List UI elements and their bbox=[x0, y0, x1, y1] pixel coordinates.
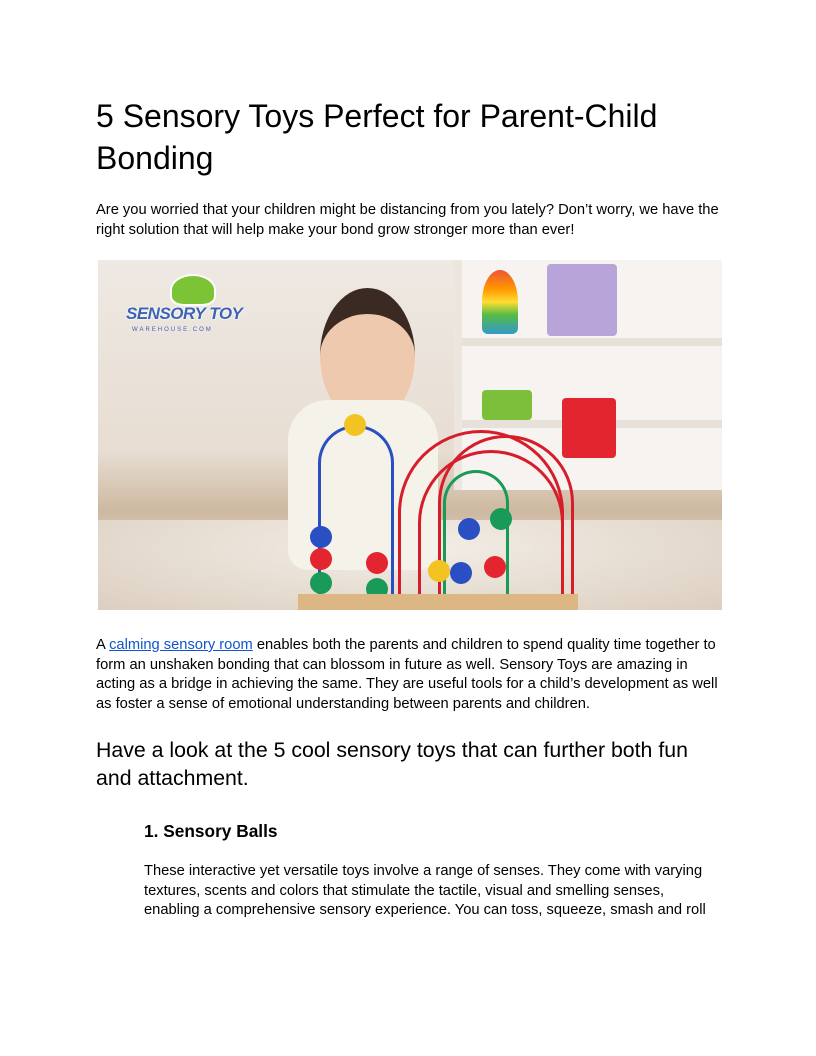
logo-subtext: WAREHOUSE.COM bbox=[132, 327, 213, 333]
red-bin bbox=[562, 398, 616, 458]
bead bbox=[428, 560, 450, 582]
toy-description: These interactive yet versatile toys involve a range of senses. They come with varying textures, scents and colors that stimulate the tactile, visual and smelling senses, enabling a comprehensive sensory experience. You can toss, squeeze, smash and roll bbox=[144, 863, 706, 918]
sensory-toy-logo bbox=[126, 274, 246, 334]
bead bbox=[490, 508, 512, 530]
bead bbox=[310, 548, 332, 570]
document-page bbox=[96, 95, 722, 921]
logo-text: SENSORY TOY bbox=[126, 304, 243, 323]
section-heading: Have a look at the 5 cool sensory toys that can further both fun and attachment. bbox=[96, 738, 688, 790]
toy-heading: 1. Sensory Balls bbox=[144, 821, 278, 841]
body-paragraph: A calming sensory room enables both the parents and children to spend quality time together to form an unshaken bonding that can blossom in future as well. Sensory Toys are amazing in acting as a bridge in achieving the same. They are useful tools for a child’s development as well as foster a sense of emotional understanding between parents and children. bbox=[96, 637, 718, 712]
stacking-rings-toy bbox=[482, 270, 518, 334]
bead bbox=[310, 526, 332, 548]
hero-image bbox=[98, 260, 722, 610]
dinosaur-icon bbox=[170, 274, 216, 306]
bead bbox=[310, 572, 332, 594]
bead bbox=[458, 518, 480, 540]
toy-section-sensory-balls bbox=[144, 820, 722, 921]
bead bbox=[484, 556, 506, 578]
bead-maze-base bbox=[298, 594, 578, 610]
green-bin bbox=[482, 390, 532, 420]
document-title: 5 Sensory Toys Perfect for Parent-Child Bonding bbox=[96, 98, 658, 176]
bead bbox=[450, 562, 472, 584]
bead bbox=[344, 414, 366, 436]
calming-sensory-room-link[interactable]: calming sensory room bbox=[109, 637, 253, 653]
bead-maze-wire bbox=[443, 470, 509, 610]
intro-paragraph: Are you worried that your children might be distancing from you lately? Don’t worry, we have the right solution that will help make your bond grow stronger more than ever! bbox=[96, 202, 719, 238]
books bbox=[547, 264, 617, 336]
bead bbox=[366, 552, 388, 574]
